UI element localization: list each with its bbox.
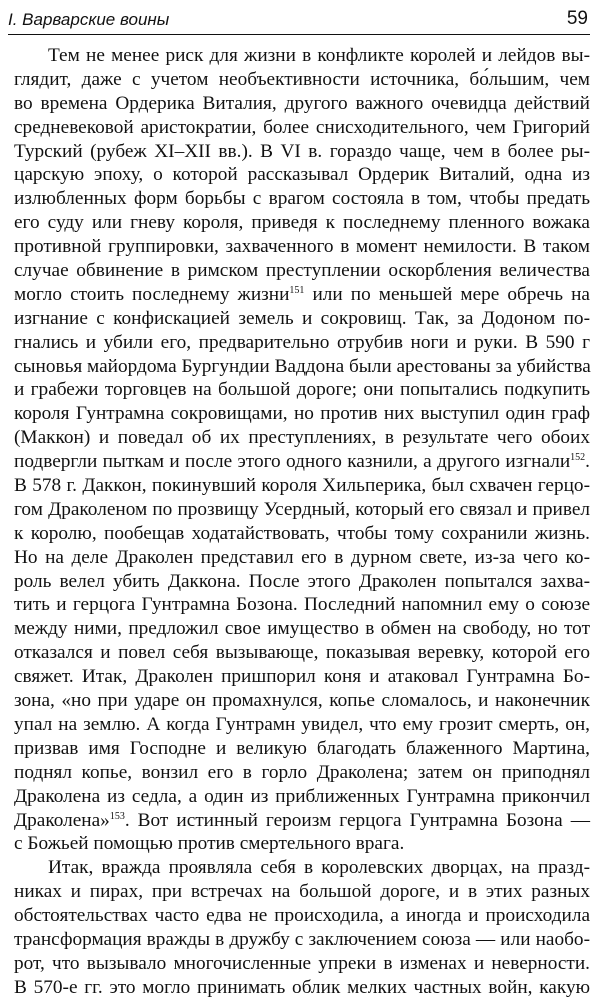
text-line: противной группировки, захваченного в момент немилости. В таком	[14, 236, 590, 258]
text-line: его суду или гневу короля, приведя к последнему пленного вожака	[14, 212, 590, 234]
text-line: (Маккон) и поведал об их преступлениях, в результате чего обоих	[14, 427, 590, 449]
body-text	[14, 44, 590, 1000]
text-line: с Божьей помощью против смертельного врага.	[14, 833, 405, 855]
text-line: царскую эпоху, о которой рассказывал Ордерик Виталий, одна из	[14, 164, 590, 186]
text-segment: или по меньшей мере обречь на	[304, 283, 590, 305]
footnote-ref-152[interactable]: 152	[570, 452, 586, 464]
text-line	[14, 450, 590, 474]
footnote-ref-151[interactable]: 151	[289, 284, 305, 296]
text-line: призвав имя Господне и великую благодать блаженного Мартина,	[14, 737, 590, 759]
text-line: зона, «но при ударе он промахнулся, копье сломалось, и наконечник	[14, 690, 590, 712]
text-line: Тем не менее риск для жизни в конфликте королей и лейдов вы-	[48, 45, 590, 66]
text-segment: могло стоить последнему жизни	[14, 283, 290, 305]
text-line: Итак, вражда проявляла себя в королевских дворцах, на празд-	[48, 857, 590, 879]
text-line	[14, 283, 590, 307]
text-line: короля Гунтрамна сокровищами, но против них выступил один граф	[14, 403, 590, 425]
text-line: отказался и повел себя вызывающе, показывая веревку, которой его	[14, 642, 590, 664]
text-line: никах и пирах, при встречах на большой дороге, и в этих разных	[14, 881, 590, 903]
text-line: Турский (рубеж XI–XII вв.). В VI в. гораздо чаще, чем в более ры-	[14, 140, 590, 162]
text-line: средневековой аристократии, более снисходительного, чем Григорий	[14, 116, 590, 138]
text-line: В 570-е гг. это могло принимать облик мелких частных войн, какую	[14, 976, 590, 998]
text-line: рот, что вызывало многочисленные упреки в изменах и неверности.	[14, 952, 590, 974]
page-header	[8, 4, 590, 35]
text-segment: . Вот истинный героизм герцога Гунтрамна Бозона —	[124, 809, 590, 831]
text-line: сыновья майордома Бургундии Ваддона были арестованы за убийства	[14, 355, 591, 377]
text-line: тить и герцога Гунтрамна Бозона. Последний напомнил ему о союзе	[14, 594, 590, 616]
text-line: и грабежи торговцев на большой дороге; они попытались подкупить	[14, 379, 590, 401]
text-line: глядит, даже с учетом необъективности источника, бо́льшим, чем	[14, 68, 590, 90]
text-line: к королю, пообещав ходатайствовать, чтобы тому сохранили жизнь.	[14, 522, 590, 544]
footnote-ref-153[interactable]: 153	[109, 810, 125, 822]
paragraph	[14, 856, 590, 999]
text-segment: .	[585, 451, 590, 473]
text-line: поднял копье, вонзил его в горло Драколена; затем он приподнял	[14, 761, 590, 783]
text-line: свяжет. Итак, Драколен пришпорил коня и атаковал Гунтрамна Бо-	[14, 666, 590, 688]
text-line: гнались и убили его, предварительно отрубив ноги и руки. В 590 г	[14, 331, 590, 353]
text-line: изгнание с конфискацией земель и сокровищ. Так, за Додоном по-	[14, 307, 590, 329]
page-number: 59	[566, 8, 588, 29]
text-line: обстоятельствах часто едва не происходила, а иногда и происходила	[14, 905, 590, 927]
text-line	[14, 809, 590, 833]
text-segment: подвергли пыткам и после этого одного казнили, а другого изгнали	[14, 451, 571, 473]
text-line: между ними, предложил свое имущество в обмен на свободу, но тот	[14, 618, 590, 640]
text-line: трансформация вражды в дружбу с заключением союза — или наобо-	[14, 928, 590, 950]
paragraph	[14, 44, 590, 856]
text-segment: Драколена»	[14, 809, 110, 831]
text-line: излюбленных форм борьбы с врагом состояла в том, чтобы предать	[14, 188, 590, 210]
text-line: во времена Ордерика Виталия, другого важного очевидца действий	[14, 92, 590, 114]
text-line: случае обвинение в римском преступлении оскорбления величества	[14, 260, 590, 282]
text-line: гом Драколеном по прозвищу Усердный, который его связал и привел	[14, 498, 590, 520]
text-line: В 578 г. Даккон, покинувший короля Хильперика, был схвачен герцо-	[14, 475, 590, 497]
running-title: I. Варварские воины	[8, 10, 170, 29]
text-line: упал на землю. А когда Гунтрамн увидел, что ему грозит смерть, он,	[14, 713, 590, 735]
text-line: роль велел убить Даккона. После этого Драколен попытался захва-	[14, 570, 590, 592]
text-line: Но на деле Драколен представил его в дурном свете, из-за чего ко-	[14, 546, 590, 568]
text-line: Драколена из седла, а один из приближенных Гунтрамна прикончил	[14, 785, 590, 807]
